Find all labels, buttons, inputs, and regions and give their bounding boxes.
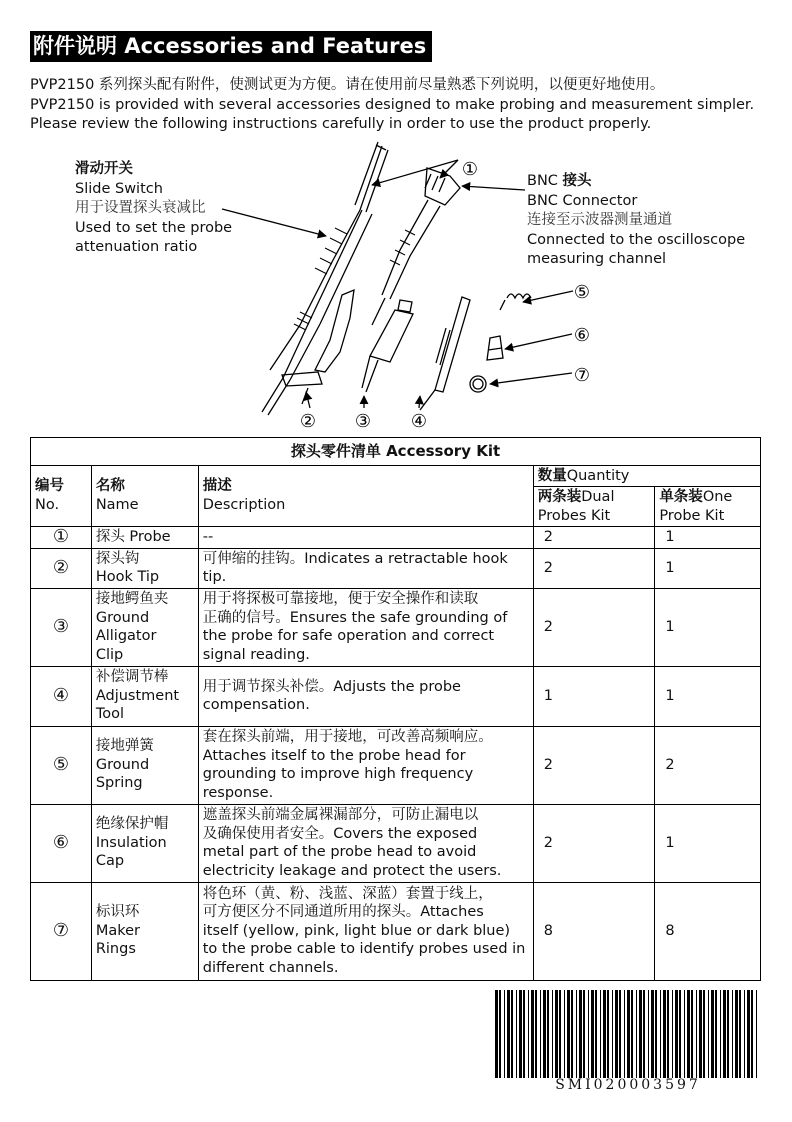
barcode-bar bbox=[655, 990, 657, 1078]
header-qty bbox=[533, 465, 760, 487]
row-description-line: to the probe cable to identify probes used in bbox=[202, 941, 526, 958]
row-description-line: the probe for safe operation and correct bbox=[202, 628, 495, 644]
row-qty-single: 1 bbox=[655, 548, 761, 588]
slide-switch-desc-en-2: attenuation ratio bbox=[75, 239, 198, 255]
row-name-line: Spring bbox=[95, 775, 143, 792]
table-title-text: 探头零件清单 Accessory Kit bbox=[290, 442, 501, 460]
row-number: ③ bbox=[31, 588, 92, 666]
barcode-bar bbox=[607, 990, 609, 1078]
row-description-line: 将色环（黄、粉、浅蓝、深蓝）套置于线上， bbox=[202, 885, 493, 902]
row-name bbox=[91, 804, 198, 882]
barcode-bar bbox=[660, 990, 661, 1078]
marker-1-label: ① bbox=[461, 159, 479, 180]
row-number: ④ bbox=[31, 666, 92, 726]
barcode-bar bbox=[579, 990, 582, 1078]
row-description bbox=[198, 726, 533, 804]
row-description-line: tip. bbox=[202, 569, 227, 585]
row-name-line: Adjustment bbox=[95, 687, 180, 704]
bnc-desc-en-2: measuring channel bbox=[527, 251, 667, 267]
table-row bbox=[31, 726, 761, 804]
barcode-bar bbox=[595, 990, 597, 1078]
row-name bbox=[91, 588, 198, 666]
barcode-bar bbox=[619, 990, 621, 1078]
barcode-bar bbox=[723, 990, 726, 1078]
row-name-line: 绝缘保护帽 bbox=[95, 816, 169, 833]
header-dual bbox=[533, 487, 655, 527]
table-row bbox=[31, 527, 761, 549]
barcode-bar bbox=[699, 990, 702, 1078]
barcode-bar bbox=[516, 990, 517, 1078]
row-qty-dual: 1 bbox=[533, 666, 655, 726]
slide-switch-label-zh: 滑动开关 bbox=[75, 161, 133, 177]
intro-line-en-2: Please review the following instructions carefully in order to use the product properly. bbox=[30, 116, 652, 132]
barcode-bar bbox=[624, 990, 625, 1078]
row-name bbox=[91, 882, 198, 980]
row-name-line: Maker bbox=[95, 922, 140, 939]
row-description bbox=[198, 548, 533, 588]
header-name bbox=[91, 465, 198, 527]
row-name-line: Alligator bbox=[95, 628, 157, 644]
adjustment-tool-drawing bbox=[420, 297, 470, 410]
barcode-bar bbox=[648, 990, 649, 1078]
row-description-line: 用于将探极可靠接地，便于安全操作和读取 bbox=[202, 591, 479, 607]
marker-6-label: ⑥ bbox=[573, 325, 591, 346]
row-qty-dual: 2 bbox=[533, 548, 655, 588]
row-description-line: metal part of the probe head to avoid bbox=[202, 844, 477, 860]
header-no bbox=[31, 465, 92, 527]
barcode-bar bbox=[739, 990, 741, 1078]
row-description bbox=[198, 804, 533, 882]
row-description-line: 可方便区分不同通道所用的探头。Attaches bbox=[202, 904, 484, 921]
barcode-bar bbox=[756, 990, 757, 1078]
barcode-bar bbox=[691, 990, 693, 1078]
row-description-line: 正确的信号。Ensures the safe grounding of bbox=[202, 609, 508, 626]
barcode bbox=[495, 990, 761, 1078]
header-name-zh: 名称 bbox=[95, 478, 125, 495]
row-description-line: compensation. bbox=[202, 697, 310, 713]
header-single-zh: 单条装 bbox=[659, 489, 703, 505]
barcode-bar bbox=[499, 990, 501, 1078]
row-number: ⑥ bbox=[31, 804, 92, 882]
bnc-label-en: BNC Connector bbox=[527, 192, 638, 209]
barcode-number: SMI020003597 bbox=[555, 1077, 701, 1093]
row-qty-single: 1 bbox=[655, 804, 761, 882]
header-name-en: Name bbox=[95, 496, 139, 513]
table-body bbox=[31, 527, 761, 981]
barcode-bar bbox=[747, 990, 750, 1078]
barcode-bar bbox=[576, 990, 577, 1078]
header-dual-en2: Probes Kit bbox=[537, 507, 611, 524]
row-qty-single: 8 bbox=[655, 882, 761, 980]
barcode-bar bbox=[571, 990, 573, 1078]
probe-drawing bbox=[262, 142, 388, 415]
barcode-bar bbox=[559, 990, 561, 1078]
row-name-line: 标识环 bbox=[95, 904, 140, 921]
row-description bbox=[198, 666, 533, 726]
row-name bbox=[91, 527, 198, 549]
row-name bbox=[91, 726, 198, 804]
marker-4-label: ④ bbox=[410, 411, 428, 432]
alligator-clip-drawing bbox=[362, 300, 413, 392]
barcode-bar bbox=[639, 990, 642, 1078]
row-qty-dual: 2 bbox=[533, 527, 655, 549]
row-qty-single: 1 bbox=[655, 666, 761, 726]
table-row bbox=[31, 666, 761, 726]
row-description-line: signal reading. bbox=[202, 646, 310, 663]
row-name-line: 接地弹簧 bbox=[95, 738, 154, 755]
barcode-bar bbox=[543, 990, 546, 1078]
barcode-bar bbox=[727, 990, 729, 1078]
row-description-line: 可伸缩的挂钩。Indicates a retractable hook bbox=[202, 550, 508, 567]
header-dual-zh: 两条装 bbox=[537, 489, 582, 505]
row-qty-dual: 2 bbox=[533, 804, 655, 882]
intro-text bbox=[30, 76, 780, 135]
row-name-line: Ground bbox=[95, 756, 150, 773]
barcode-bar bbox=[708, 990, 709, 1078]
barcode-bar bbox=[732, 990, 733, 1078]
page-heading: 附件说明 Accessories and Features bbox=[30, 31, 432, 62]
barcode-bar bbox=[696, 990, 697, 1078]
barcode-bar bbox=[667, 990, 669, 1078]
header-qty-zh: 数量 bbox=[537, 467, 567, 484]
barcode-bar bbox=[615, 990, 618, 1078]
barcode-bar bbox=[504, 990, 505, 1078]
barcode-bar bbox=[679, 990, 681, 1078]
barcode-bar bbox=[564, 990, 565, 1078]
intro-line-en-1: PVP2150 is provided with several accessories designed to make probing and measurement simpler. bbox=[30, 96, 755, 113]
row-description bbox=[198, 882, 533, 980]
bnc-probe-drawing bbox=[372, 168, 460, 325]
ground-spring-drawing bbox=[500, 294, 531, 310]
barcode-bar bbox=[511, 990, 513, 1078]
header-no-en: No. bbox=[35, 496, 60, 513]
barcode-bar bbox=[735, 990, 738, 1078]
row-qty-dual: 2 bbox=[533, 726, 655, 804]
barcode-bar bbox=[603, 990, 606, 1078]
row-name-line: Rings bbox=[95, 941, 136, 958]
barcode-bar bbox=[672, 990, 673, 1078]
barcode-bar bbox=[535, 990, 537, 1078]
slide-switch-desc-zh: 用于设置探头衰减比 bbox=[75, 200, 206, 216]
barcode-bar bbox=[552, 990, 553, 1078]
barcode-bar bbox=[627, 990, 630, 1078]
row-description bbox=[198, 527, 533, 549]
bnc-desc-zh: 连接至示波器测量通道 bbox=[527, 212, 672, 228]
barcode-bar bbox=[555, 990, 558, 1078]
barcode-bar bbox=[547, 990, 549, 1078]
table-title bbox=[31, 438, 761, 466]
row-name bbox=[91, 666, 198, 726]
row-qty-single: 1 bbox=[655, 527, 761, 549]
barcode-bar bbox=[528, 990, 529, 1078]
row-description-line: -- bbox=[202, 529, 214, 545]
barcode-bar bbox=[636, 990, 637, 1078]
barcode-bar bbox=[711, 990, 714, 1078]
row-number: ⑤ bbox=[31, 726, 92, 804]
barcode-bar bbox=[600, 990, 601, 1078]
row-qty-dual: 2 bbox=[533, 588, 655, 666]
marker-2-label: ② bbox=[299, 411, 317, 432]
row-name-line: Clip bbox=[95, 646, 124, 663]
barcode-bar bbox=[631, 990, 633, 1078]
table-row bbox=[31, 588, 761, 666]
header-single-en: One bbox=[702, 489, 733, 505]
row-description-line: 遮盖探头前端金属裸漏部分，可防止漏电以 bbox=[202, 807, 479, 823]
barcode-bar bbox=[540, 990, 541, 1078]
row-qty-single: 2 bbox=[655, 726, 761, 804]
row-name-line: 接地鳄鱼夹 bbox=[95, 591, 169, 607]
bnc-desc-en-1: Connected to the oscilloscope bbox=[527, 231, 746, 248]
row-qty-single: 1 bbox=[655, 588, 761, 666]
barcode-bar bbox=[684, 990, 685, 1078]
row-number: ② bbox=[31, 548, 92, 588]
row-name-line: Tool bbox=[95, 706, 124, 723]
barcode-bar bbox=[588, 990, 589, 1078]
row-description-line: 用于调节探头补偿。Adjusts the probe bbox=[202, 678, 461, 695]
header-single bbox=[655, 487, 761, 527]
table-row bbox=[31, 548, 761, 588]
barcode-bar bbox=[507, 990, 510, 1078]
row-name-line: 补偿调节棒 bbox=[95, 669, 169, 686]
barcode-bar bbox=[612, 990, 613, 1078]
header-no-zh: 编号 bbox=[35, 478, 64, 495]
bnc-label-prefix: BNC bbox=[527, 173, 558, 189]
header-desc-en: Description bbox=[202, 496, 286, 513]
row-description bbox=[198, 588, 533, 666]
table-row bbox=[31, 804, 761, 882]
barcode-bar bbox=[495, 990, 498, 1078]
barcode-bar bbox=[744, 990, 745, 1078]
barcode-bar bbox=[567, 990, 570, 1078]
row-description-line: 套在探头前端，用于接地，可改善高频响应。 bbox=[202, 729, 493, 745]
header-qty-en: Quantity bbox=[566, 467, 630, 484]
row-name bbox=[91, 548, 198, 588]
marker-5-label: ⑤ bbox=[573, 282, 591, 303]
barcode-bar bbox=[720, 990, 721, 1078]
row-number: ① bbox=[31, 527, 92, 549]
hook-tip-drawing bbox=[282, 290, 354, 404]
barcode-bar bbox=[651, 990, 654, 1078]
barcode-bar bbox=[751, 990, 753, 1078]
accessories-diagram bbox=[0, 140, 792, 435]
marker-7-label: ⑦ bbox=[573, 365, 591, 386]
barcode-bar bbox=[663, 990, 666, 1078]
row-name-line: Ground bbox=[95, 609, 150, 626]
barcode-bar bbox=[687, 990, 690, 1078]
header-dual-en: Dual bbox=[581, 489, 615, 505]
barcode-bar bbox=[703, 990, 705, 1078]
row-name-line: Cap bbox=[95, 853, 125, 870]
row-description-line: grounding to improve high frequency bbox=[202, 766, 474, 782]
barcode-bar bbox=[643, 990, 645, 1078]
row-description-line: response. bbox=[202, 784, 274, 801]
barcode-bar bbox=[675, 990, 678, 1078]
barcode-bar bbox=[583, 990, 585, 1078]
header-desc bbox=[198, 465, 533, 527]
barcode-bar bbox=[591, 990, 594, 1078]
row-description-line: 及确保使用者安全。Covers the exposed bbox=[202, 825, 478, 842]
barcode-bar bbox=[519, 990, 522, 1078]
row-number: ⑦ bbox=[31, 882, 92, 980]
row-name-line: Insulation bbox=[95, 834, 167, 851]
accessory-kit-table bbox=[30, 437, 761, 981]
row-qty-dual: 8 bbox=[533, 882, 655, 980]
insulation-cap-drawing bbox=[487, 336, 503, 360]
row-description-line: different channels. bbox=[202, 959, 339, 976]
bnc-label-zh: 接头 bbox=[562, 173, 592, 189]
marker-3-label: ③ bbox=[354, 411, 372, 432]
slide-switch-label-en: Slide Switch bbox=[75, 180, 163, 197]
barcode-bar bbox=[715, 990, 717, 1078]
barcode-bar bbox=[531, 990, 534, 1078]
row-description-line: itself (yellow, pink, light blue or dark blue) bbox=[202, 922, 511, 939]
table-row bbox=[31, 882, 761, 980]
row-name-line: 探头钩 bbox=[95, 550, 140, 567]
intro-line-zh: PVP2150 系列探头配有附件，使测试更为方便。请在使用前尽量熟悉下列说明，以便更好地使用。 bbox=[30, 77, 665, 93]
header-single-en2: Probe Kit bbox=[659, 507, 725, 524]
barcode-bar bbox=[523, 990, 525, 1078]
header-desc-zh: 描述 bbox=[202, 478, 232, 495]
slide-switch-desc-en-1: Used to set the probe bbox=[75, 219, 233, 236]
row-description-line: Attaches itself to the probe head for bbox=[202, 747, 466, 764]
row-name-line: 探头 Probe bbox=[95, 529, 171, 545]
row-name-line: Hook Tip bbox=[95, 569, 160, 585]
row-description-line: electricity leakage and protect the users. bbox=[202, 862, 502, 879]
